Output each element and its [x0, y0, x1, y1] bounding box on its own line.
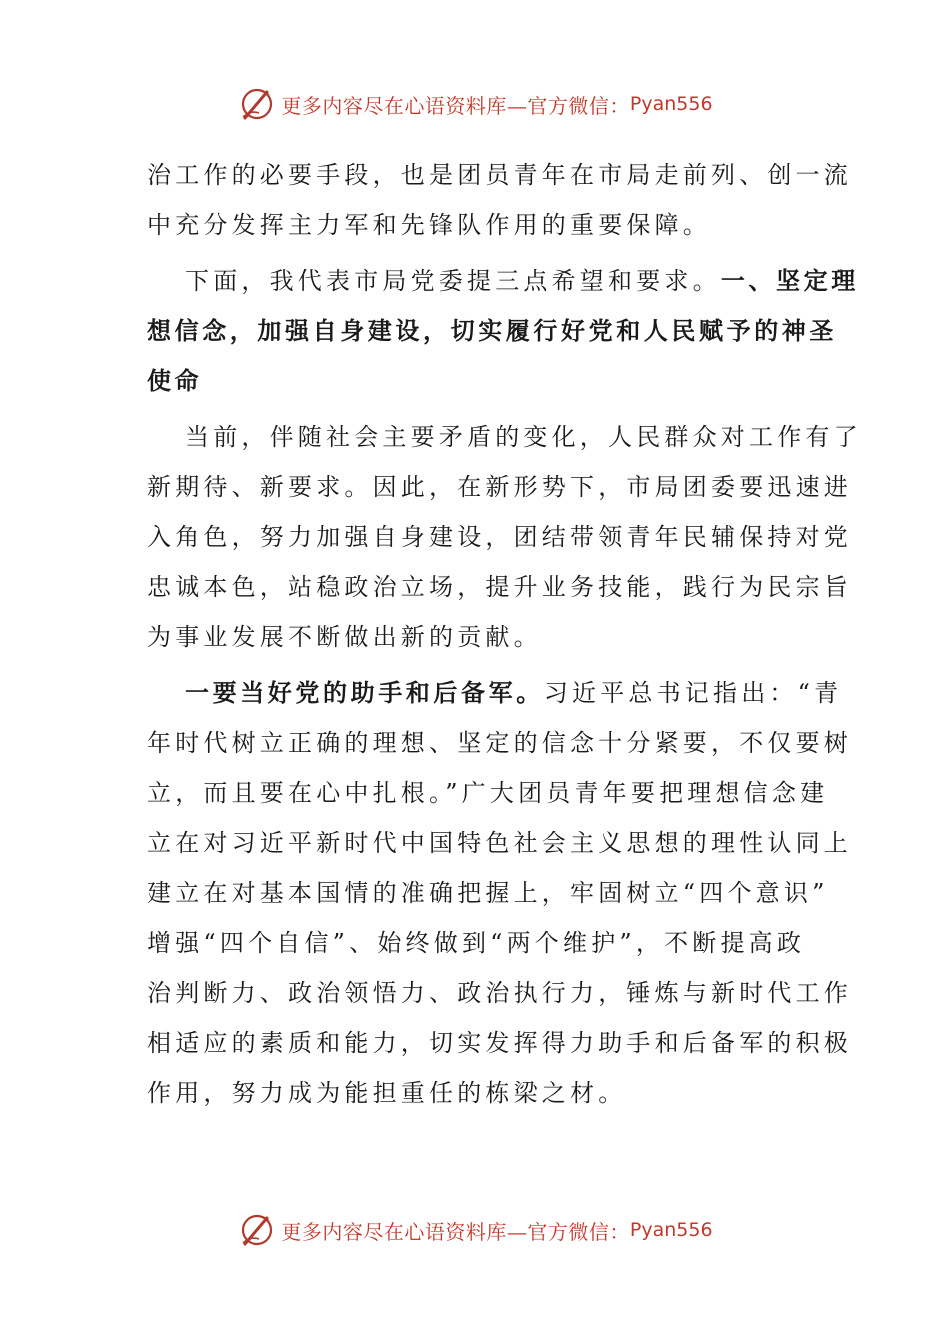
paragraph-text: 习近平总书记指出：“青: [543, 679, 843, 707]
paragraph-line: 治工作的必要手段，也是团员青年在市局走前列、创一流: [147, 161, 852, 189]
paragraph-line: 忠诚本色，站稳政治立场，提升业务技能，践行为民宗旨: [147, 573, 852, 601]
paragraph-line: 新期待、新要求。因此，在新形势下，市局团委要迅速进: [147, 473, 852, 501]
paragraph-line: 增强“四个自信”、始终做到“两个维护”，不断提高政: [147, 929, 806, 957]
section-heading-line: 想信念，加强自身建设，切实履行好党和人民赋予的神圣: [147, 317, 837, 345]
footer-banner-text: 更多内容尽在心语资料库—官方微信：: [281, 1219, 630, 1244]
pen-logo-icon: [237, 1210, 277, 1250]
paragraph-line: 中充分发挥主力军和先锋队作用的重要保障。: [147, 211, 711, 239]
paragraph-line: 入角色，努力加强自身建设，团结带领青年民辅保持对党: [147, 523, 852, 551]
paragraph-line: 立在对习近平新时代中国特色社会主义思想的理性认同上: [147, 829, 852, 857]
header-wechat-id: Pyan556: [629, 93, 713, 115]
document-body: [147, 150, 862, 1118]
paragraph-line: 为事业发展不断做出新的贡献。: [147, 623, 542, 651]
header-banner-text: 更多内容尽在心语资料库—官方微信：: [281, 93, 630, 118]
paragraph-line: 年时代树立正确的理想、坚定的信念十分紧要，不仅要树: [147, 729, 852, 757]
paragraph-line: 作用，努力成为能担重任的栋梁之材。: [147, 1079, 627, 1107]
paragraph-line: 建立在对基本国情的准确把握上，牢固树立“四个意识”: [147, 879, 829, 907]
paragraph-line: 治判断力、政治领悟力、政治执行力，锤炼与新时代工作: [147, 979, 852, 1007]
header-banner: [0, 82, 950, 126]
footer-wechat-id: Pyan556: [629, 1219, 713, 1241]
paragraph-line: [147, 256, 859, 306]
paragraph-line: 相适应的素质和能力，切实发挥得力助手和后备军的积极: [147, 1029, 852, 1057]
paragraph-line: 立，而且要在心中扎根。”广大团员青年要把理想信念建: [147, 779, 829, 807]
paragraph-line: 当前，伴随社会主要矛盾的变化，人民群众对工作有了: [185, 423, 862, 451]
section-heading-line: 使命: [147, 367, 203, 395]
section-heading-start: 一、坚定理: [720, 267, 859, 295]
paragraph-line: [147, 668, 843, 718]
pen-logo-icon: [237, 84, 277, 124]
lead-text: 下面，我代表市局党委提三点希望和要求。: [185, 267, 721, 295]
subheading-text: 一要当好党的助手和后备军。: [185, 679, 544, 707]
footer-banner: [0, 1208, 950, 1252]
